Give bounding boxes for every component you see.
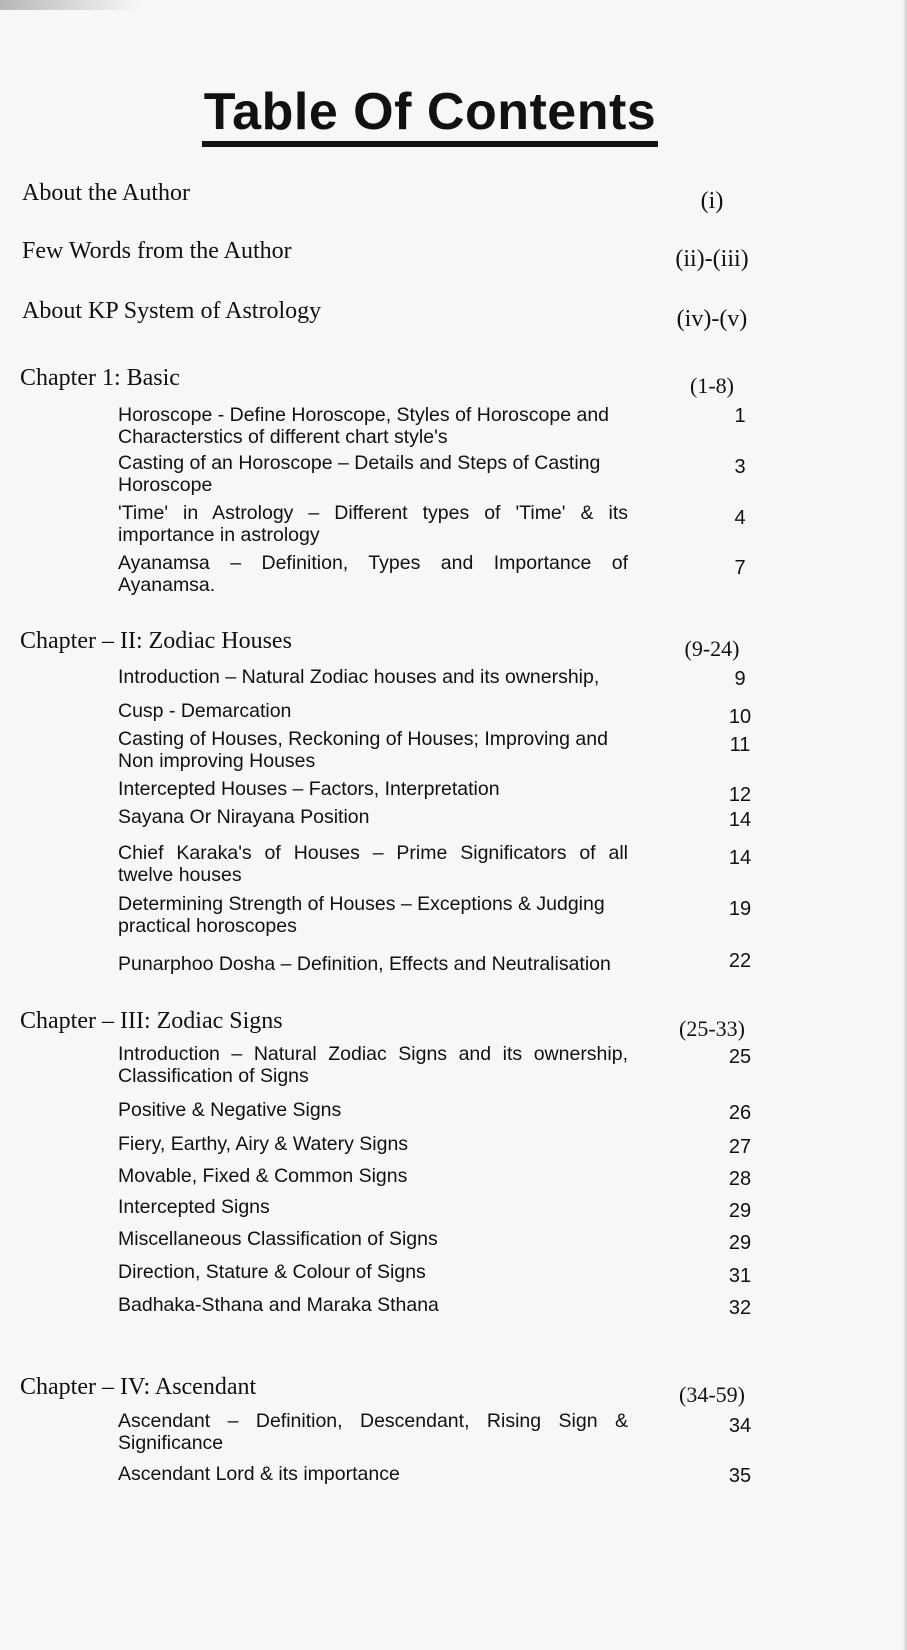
toc-entry-page: 26 bbox=[728, 1102, 752, 1124]
toc-entry: 'Time' in Astrology – Different types of 'Time' & its importance in astrology bbox=[118, 502, 628, 546]
chapter-page-range: (1-8) bbox=[690, 373, 734, 398]
toc-entry-page: 11 bbox=[729, 734, 751, 756]
toc-entry: Horoscope - Define Horoscope, Styles of Horoscope and Characterstics of different chart style's bbox=[118, 404, 610, 448]
toc-entry: Movable, Fixed & Common Signs bbox=[118, 1165, 408, 1187]
chapter-heading bbox=[20, 1008, 782, 1041]
toc-entry: Ascendant – Definition, Descendant, Rising Sign & Significance bbox=[118, 1410, 628, 1454]
toc-front-label: Few Words from the Author bbox=[22, 238, 292, 264]
toc-entry-page: 25 bbox=[728, 1046, 752, 1068]
toc-entry: Intercepted Signs bbox=[118, 1196, 270, 1218]
chapter-page-range: (25-33) bbox=[679, 1016, 745, 1041]
toc-entry: Casting of an Horoscope – Details and Steps of Casting Horoscope bbox=[118, 452, 601, 496]
toc-entry: Chief Karaka's of Houses – Prime Significators of all twelve houses bbox=[118, 842, 628, 886]
toc-entry: Introduction – Natural Zodiac houses and its ownership, bbox=[118, 666, 600, 688]
toc-front-item bbox=[22, 180, 782, 220]
toc-entry-page: 31 bbox=[728, 1265, 752, 1287]
toc-front-item bbox=[22, 238, 782, 278]
chapter-page-range: (9-24) bbox=[684, 636, 740, 661]
toc-entry: Badhaka-Sthana and Maraka Sthana bbox=[118, 1294, 439, 1316]
toc-entry-page: 27 bbox=[728, 1136, 752, 1158]
toc-entry-page: 28 bbox=[728, 1168, 752, 1190]
chapter-page-range: (34-59) bbox=[679, 1382, 745, 1407]
toc-entry-page: 9 bbox=[734, 668, 746, 690]
toc-entry-page: 19 bbox=[728, 898, 752, 920]
chapter-heading bbox=[20, 365, 782, 398]
toc-entry-page: 3 bbox=[734, 456, 746, 478]
toc-entry: Direction, Stature & Colour of Signs bbox=[118, 1261, 426, 1283]
toc-entry-page: 35 bbox=[728, 1465, 752, 1487]
toc-entry-page: 32 bbox=[728, 1297, 752, 1319]
chapter-title: Chapter 1: Basic bbox=[20, 365, 180, 391]
toc-front-page: (i) bbox=[700, 188, 724, 214]
chapter-heading bbox=[20, 628, 782, 661]
chapter-title: Chapter – II: Zodiac Houses bbox=[20, 628, 292, 654]
toc-entry: Positive & Negative Signs bbox=[118, 1099, 342, 1121]
toc-entry-page: 14 bbox=[728, 809, 752, 831]
page-edge-shadow bbox=[0, 0, 140, 10]
toc-entry: Intercepted Houses – Factors, Interpretation bbox=[118, 778, 500, 800]
toc-entry: Sayana Or Nirayana Position bbox=[118, 806, 370, 828]
toc-entry: Punarphoo Dosha – Definition, Effects and Neutralisation bbox=[118, 953, 611, 975]
toc-front-label: About the Author bbox=[22, 180, 190, 206]
toc-front-label: About KP System of Astrology bbox=[22, 298, 322, 324]
toc-entry-page: 29 bbox=[728, 1232, 752, 1254]
chapter-heading bbox=[20, 1374, 782, 1407]
toc-entry-page: 14 bbox=[728, 847, 752, 869]
chapter-title: Chapter – III: Zodiac Signs bbox=[20, 1008, 283, 1034]
toc-entry-page: 22 bbox=[728, 950, 752, 972]
page-spine-shadow bbox=[903, 0, 907, 1650]
toc-entry: Introduction – Natural Zodiac Signs and its ownership, Classification of Signs bbox=[118, 1043, 628, 1087]
toc-front-item bbox=[22, 298, 782, 338]
toc-entry-page: 10 bbox=[728, 706, 752, 728]
toc-entry: Fiery, Earthy, Airy & Watery Signs bbox=[118, 1133, 409, 1155]
toc-entry: Casting of Houses, Reckoning of Houses; Improving and Non improving Houses bbox=[118, 728, 608, 772]
page-title: Table Of Contents bbox=[0, 82, 860, 147]
toc-entry: Miscellaneous Classification of Signs bbox=[118, 1228, 438, 1250]
toc-entry: Ascendant Lord & its importance bbox=[118, 1463, 400, 1485]
toc-entry-page: 1 bbox=[734, 405, 746, 427]
toc-entry: Cusp - Demarcation bbox=[118, 700, 292, 722]
toc-entry: Determining Strength of Houses – Exceptions & Judging practical horoscopes bbox=[118, 893, 605, 937]
toc-entry-page: 34 bbox=[728, 1415, 752, 1437]
toc-front-page: (ii)-(iii) bbox=[675, 246, 749, 272]
toc-entry-page: 7 bbox=[734, 557, 746, 579]
toc-entry-page: 29 bbox=[728, 1200, 752, 1222]
toc-front-page: (iv)-(v) bbox=[676, 306, 748, 332]
toc-entry: Ayanamsa – Definition, Types and Importance of Ayanamsa. bbox=[118, 552, 628, 596]
toc-entry-page: 4 bbox=[734, 507, 746, 529]
chapter-title: Chapter – IV: Ascendant bbox=[20, 1374, 257, 1400]
toc-entry-page: 12 bbox=[728, 784, 752, 806]
